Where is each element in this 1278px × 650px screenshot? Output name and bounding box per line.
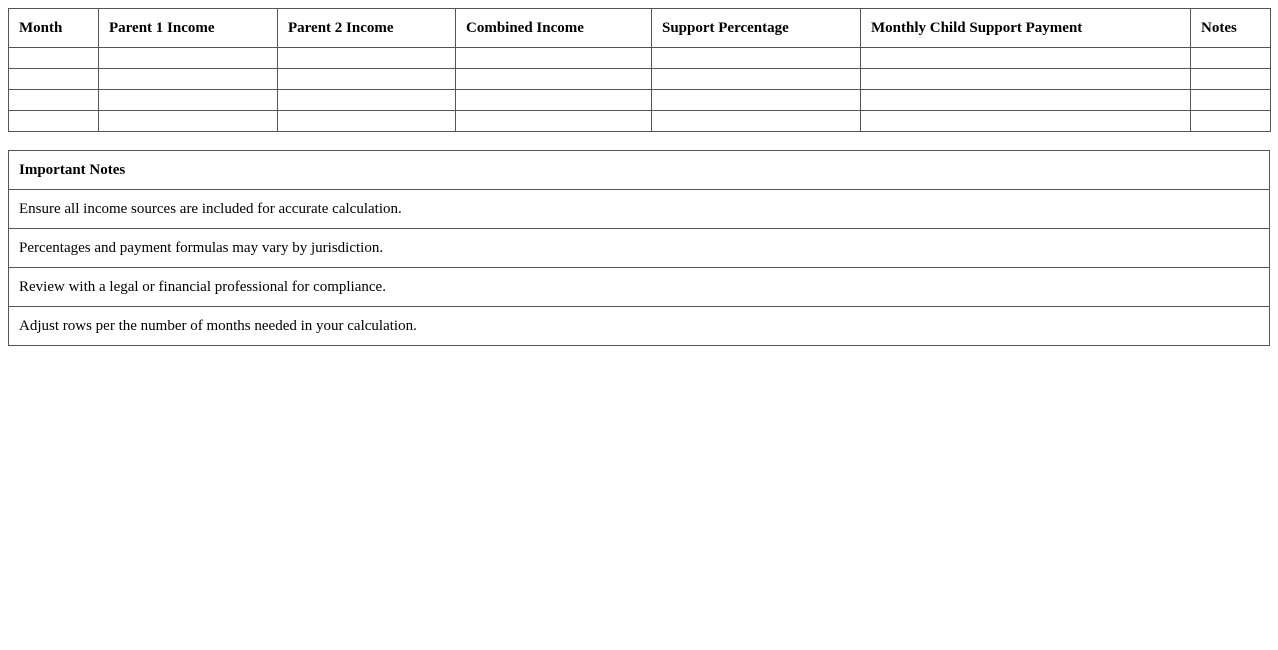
table-cell[interactable] <box>861 111 1191 132</box>
table-cell[interactable] <box>278 48 456 69</box>
table-row <box>9 111 1271 132</box>
table-cell[interactable] <box>278 69 456 90</box>
column-header-month: Month <box>9 9 99 48</box>
table-cell[interactable] <box>652 48 861 69</box>
table-cell[interactable] <box>456 48 652 69</box>
table-cell[interactable] <box>861 69 1191 90</box>
table-cell[interactable] <box>278 90 456 111</box>
table-cell[interactable] <box>9 69 99 90</box>
note-item: Adjust rows per the number of months needed in your calculation. <box>9 307 1270 346</box>
table-row <box>9 69 1271 90</box>
table-cell[interactable] <box>652 69 861 90</box>
table-cell[interactable] <box>99 48 278 69</box>
table-cell[interactable] <box>9 48 99 69</box>
table-cell[interactable] <box>652 90 861 111</box>
table-cell[interactable] <box>861 90 1191 111</box>
column-header-combined-income: Combined Income <box>456 9 652 48</box>
column-header-parent-1-income: Parent 1 Income <box>99 9 278 48</box>
table-cell[interactable] <box>456 90 652 111</box>
table-cell[interactable] <box>1191 48 1271 69</box>
table-cell[interactable] <box>99 69 278 90</box>
notes-row <box>9 229 1270 268</box>
note-item: Percentages and payment formulas may vary by jurisdiction. <box>9 229 1270 268</box>
table-cell[interactable] <box>1191 69 1271 90</box>
table-cell[interactable] <box>456 69 652 90</box>
table-header-row <box>9 9 1271 48</box>
table-row <box>9 90 1271 111</box>
table-cell[interactable] <box>9 90 99 111</box>
table-cell[interactable] <box>652 111 861 132</box>
notes-row <box>9 307 1270 346</box>
table-cell[interactable] <box>861 48 1191 69</box>
table-cell[interactable] <box>1191 90 1271 111</box>
column-header-parent-2-income: Parent 2 Income <box>278 9 456 48</box>
column-header-notes: Notes <box>1191 9 1271 48</box>
table-row <box>9 48 1271 69</box>
column-header-monthly-payment: Monthly Child Support Payment <box>861 9 1191 48</box>
table-cell[interactable] <box>99 111 278 132</box>
column-header-support-percentage: Support Percentage <box>652 9 861 48</box>
child-support-table <box>8 8 1271 132</box>
notes-row <box>9 190 1270 229</box>
note-item: Review with a legal or financial professional for compliance. <box>9 268 1270 307</box>
notes-row <box>9 268 1270 307</box>
table-cell[interactable] <box>1191 111 1271 132</box>
important-notes-table <box>8 150 1270 346</box>
table-cell[interactable] <box>9 111 99 132</box>
notes-title: Important Notes <box>9 151 1270 190</box>
table-cell[interactable] <box>456 111 652 132</box>
notes-header-row <box>9 151 1270 190</box>
table-cell[interactable] <box>278 111 456 132</box>
table-cell[interactable] <box>99 90 278 111</box>
note-item: Ensure all income sources are included for accurate calculation. <box>9 190 1270 229</box>
